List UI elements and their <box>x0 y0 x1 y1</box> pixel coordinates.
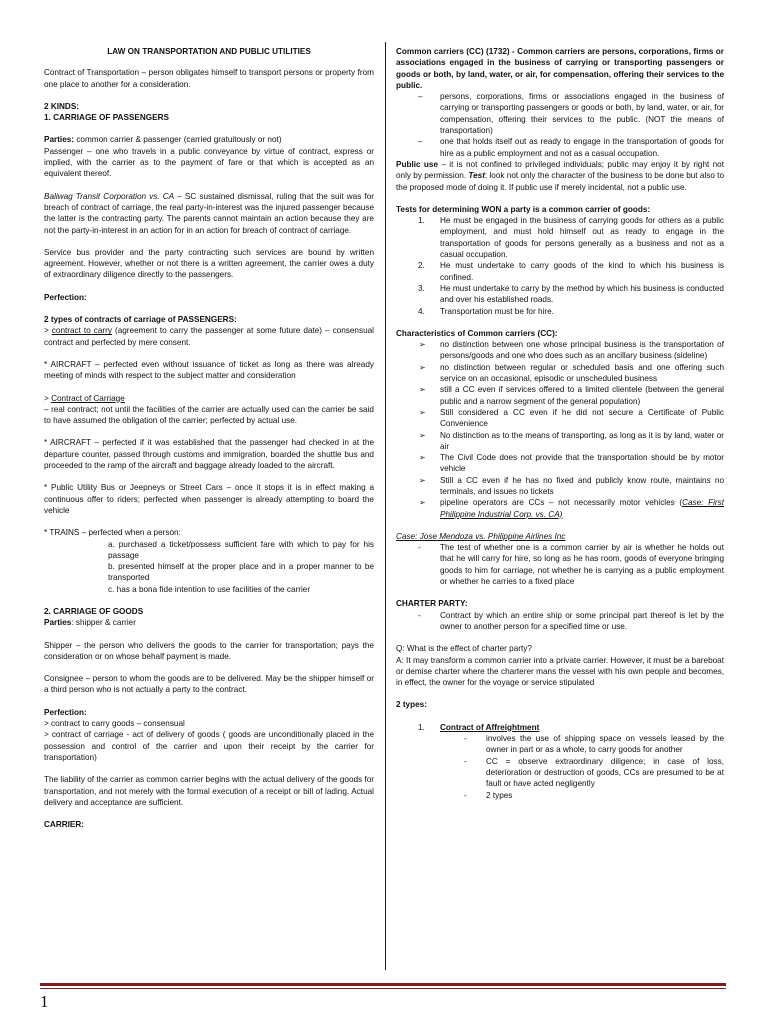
list-item-text: no distinction between one whose principal business is the transportation of persons/goods and one who does such as an ancillary business (sideline) <box>440 340 724 361</box>
left-column <box>44 46 374 830</box>
list-number: 2. <box>418 261 425 271</box>
list-item <box>396 339 724 362</box>
list-item <box>396 407 724 430</box>
list-item <box>396 91 724 136</box>
carrier-heading: CARRIER: <box>44 820 85 830</box>
contract-to-carry-label: contract to carry <box>51 326 112 336</box>
dash-marker: - <box>418 543 421 553</box>
public-utility-note: * Public Utility Bus or Jeepneys or Street Cars – once it stops it is in effect making a continuous offer to riders; perfected when passenger is already attempting to board the vehicle <box>44 483 374 515</box>
baliwag-paragraph <box>44 191 374 236</box>
arrow-bullet-icon: ➢ <box>419 340 426 350</box>
kinds-heading: 2 KINDS: <box>44 101 80 111</box>
column-divider <box>385 42 386 970</box>
contract-to-carry-paragraph <box>44 325 374 348</box>
list-item <box>396 136 724 159</box>
list-item <box>396 260 724 283</box>
list-item-text: CC = observe extraordinary diligence; in case of loss, deterioration or destruction of goods, CCs are presumed to be at fault or have acted negligently <box>486 756 724 789</box>
baliwag-text: – SC sustained dismissal, ruling that the suit was for breach of contract of carriage, the real party-in-interest was the injured passenger because the latter is the contracting party. The parents cannot maintain an action because they are not the party-in-interest in an action for in an action for breach of contract of carriage. <box>44 191 374 235</box>
test-label: Test <box>468 171 485 181</box>
common-carriers-heading: Common carriers (CC) (1732) - Common carriers are persons, corporations, firms or associations engaged in the business of carrying or transporting passengers or goods or both, by land, water, or air, for compensation, offering their services to the public. <box>396 47 724 90</box>
parties-paragraph <box>44 134 374 145</box>
list-item <box>396 542 724 587</box>
list-item-text: The test of whether one is a common carrier by air is whether he holds out that he will carry for hire, so long as he has room, goods of everyone bringing goods to him for carriage, not whether he is carrying as a public employment or whether he carries to a fixed place <box>440 543 724 587</box>
charter-party-heading: CHARTER PARTY: <box>396 599 468 609</box>
list-item-text: persons, corporations, firms or associations engaged in the business of carrying or transporting passengers or goods or both, by land, water, or air, for compensation, offering their services to the public. (NOT the means of transportation) <box>440 92 724 136</box>
arrow-bullet-icon: ➢ <box>419 385 426 395</box>
list-number: 3. <box>418 283 425 293</box>
list-item-text: still a CC even if services offered to a limited clientele (between the general public and a narrow segment of the general population) <box>440 385 724 406</box>
aircraft-note-1: * AIRCRAFT – perfected even without issuance of ticket as long as there was already meeting of minds with respect to the subject matter and consideration <box>44 359 374 381</box>
question-text: Q: What is the effect of charter party? <box>396 644 532 654</box>
consignee-definition: Consignee – person to whom the goods are to be delivered. May be the shipper himself or a third person who is not actually a party to the contract. <box>44 674 374 695</box>
list-item <box>396 362 724 385</box>
list-item-text: No distinction as to the means of transporting, as long as it is by land, water or air <box>440 430 724 451</box>
list-item <box>396 384 724 407</box>
types-heading-right: 2 types: <box>396 700 427 710</box>
passenger-definition: Passenger – one who travels in a public conveyance by virtue of contract, express or implied, with the carrier as to the payment of fare or that which is accepted as an equivalent thereof. <box>44 146 374 179</box>
list-item-text: one that holds itself out as ready to engage in the transportation of goods for hire as a public employment and not as a casual occupation. <box>440 137 724 158</box>
list-item: a. purchased a ticket/possess sufficient fare with which to pay for his passage <box>108 539 374 560</box>
list-item-text: involves the use of shipping space on vessels leased by the owner in part or as a whole, to carry goods for another <box>486 734 724 755</box>
list-item-text: The Civil Code does not provide that the transportation should be by motor vehicle <box>440 453 724 474</box>
arrow-bullet-icon: ➢ <box>419 453 426 463</box>
parties-goods-label: Parties <box>44 618 72 628</box>
dash-marker: - <box>464 756 467 766</box>
answer-text: A: It may transform a common carrier into a private carrier. However, it must be a bareboat or demise charter where the charterer mans the vessel with his own people and becomes, in effect, the owner for the voyage or service stipulated <box>396 655 724 688</box>
footer-rule-thick <box>40 983 726 986</box>
public-use-text-2: : look not only the character of the business to be done but also to the proposed mode of doing it. If public use if merely incidental, not a public use. <box>396 171 724 192</box>
affreightment-label: Contract of Affreightment <box>440 722 540 732</box>
contract-definition: Contract of Transportation – person obligates himself to transport persons or property from one place to another for a consideration. <box>44 68 374 89</box>
coc-prefix: > <box>44 393 52 403</box>
list-item-text: He must be engaged in the business of carrying goods for others as a public employment, and must hold himself out as ready to engage in the transportation of goods for persons generally as a business and not as a casual occupation. <box>440 216 724 260</box>
arrow-bullet-icon: ➢ <box>419 430 426 440</box>
mendoza-list <box>396 542 724 587</box>
public-use-text: – it is not confined to privileged individuals; public may enjoy it by right not only by permission. <box>396 159 724 181</box>
list-item <box>396 610 724 633</box>
mendoza-case: Case: Jose Mendoza vs. Philippine Airlines Inc <box>396 531 566 541</box>
trains-note: * TRAINS – perfected when a person: <box>44 528 181 538</box>
common-carriers-list <box>396 91 724 159</box>
list-item <box>396 756 724 790</box>
pipeline-case: Case: First Philippine Industrial Corp. vs. CA) <box>440 498 724 519</box>
list-item-text: Still considered a CC even if he did not secure a Certificate of Public Convenience <box>440 407 724 429</box>
characteristics-list <box>396 339 724 520</box>
list-item <box>396 283 724 306</box>
list-item-text: He must undertake to carry goods of the kind to which his business is confined. <box>440 261 724 282</box>
list-item <box>396 215 724 260</box>
contract-to-carry-text: (agreement to carry the passenger at some future date) – consensual contract and perfected by mere consent. <box>44 326 374 347</box>
carriage-passengers-heading: 1. CARRIAGE OF PASSENGERS <box>44 113 169 123</box>
perfection-goods-item: > contract of carriage - act of delivery of goods ( goods are unconditionally placed in the possession and control of the carrier and upon their receipt by the carrier for transportation) <box>44 730 374 762</box>
arrow-bullet-icon: ➢ <box>419 475 426 485</box>
charter-types-list <box>396 722 724 733</box>
dash-marker: - <box>418 610 421 620</box>
list-item <box>396 430 724 453</box>
parties-label: Parties: <box>44 135 75 145</box>
contract-of-carriage-label-line <box>44 393 374 404</box>
list-item <box>396 475 724 498</box>
tests-list <box>396 215 724 317</box>
arrow-bullet-icon: ➢ <box>419 498 426 508</box>
arrow-bullet-icon: ➢ <box>419 407 426 417</box>
list-item-text: He must undertake to carry by the method by which his business is conducted and over his established roads. <box>440 283 724 305</box>
liability-paragraph: The liability of the carrier as common carrier begins with the actual delivery of the goods for transportation, and not merely with the formal execution of a receipt or bill of lading. Actual delivery and acceptance are sufficient. <box>44 775 374 807</box>
list-item <box>396 497 724 520</box>
shipper-definition: Shipper – the person who delivers the goods to the carrier for transportation; pays the consideration or on whose behalf payment is made. <box>44 640 374 661</box>
list-item: b. presented himself at the proper place and in a proper manner to be transported <box>108 562 374 583</box>
footer-rule-thin <box>40 988 726 989</box>
characteristics-heading: Characteristics of Common carriers (CC): <box>396 328 558 338</box>
list-item-text: Contract by which an entire ship or some principal part thereof is let by the owner to another person for a specified time or use. <box>440 610 724 631</box>
perfection-heading: Perfection: <box>44 292 87 302</box>
contract-of-carriage-label: Contract of Carriage <box>51 393 125 403</box>
ctc-prefix: > <box>44 326 52 336</box>
parties-text: common carrier & passenger (carried gratuitously or not) <box>74 135 282 145</box>
dash-marker: – <box>418 92 423 102</box>
list-item <box>396 452 724 475</box>
page-number: 1 <box>40 992 49 1011</box>
list-item-text: Still a CC even if he has no fixed and publicly know route, maintains no terminals, and issues no tickets <box>440 475 724 496</box>
list-item-text: 2 types <box>486 790 513 800</box>
affreightment-list <box>396 733 724 801</box>
list-number: 1. <box>418 722 425 732</box>
public-use-label: Public use <box>396 159 439 169</box>
list-item-text: no distinction between regular or scheduled basis and one offering such service on an occasional, episodic or unscheduled business <box>440 362 724 384</box>
types-heading: 2 types of contracts of carriage of PASSENGERS: <box>44 315 237 325</box>
perfection-goods-heading: Perfection: <box>44 707 87 717</box>
page-title: LAW ON TRANSPORTATION AND PUBLIC UTILITIES <box>107 47 311 56</box>
service-bus-paragraph: Service bus provider and the party contracting such services are bound by written agreement. However, whether or not there is a written agreement, the carrier owes a duty of extraordinary diligence directly to the passengers. <box>44 247 374 280</box>
dash-marker: – <box>418 137 423 147</box>
list-item <box>396 733 724 756</box>
contract-of-carriage-text: – real contract; not until the facilities of the carrier are actually used can the carrier be said to have assumed the obligation of the carrier; perfected by actual use. <box>44 404 374 426</box>
tests-heading: Tests for determining WON a party is a common carrier of goods: <box>396 204 651 214</box>
list-number: 4. <box>418 306 425 316</box>
perfection-goods-item: > contract to carry goods – consensual <box>44 719 185 729</box>
dash-marker: - <box>464 790 467 800</box>
list-number: 1. <box>418 216 425 226</box>
list-item <box>396 790 724 801</box>
aircraft-note-2: * AIRCRAFT – perfected if it was established that the passenger had checked in at the departure counter, passed through customs and immigration, boarded the shuttle bus and proceeded to the ramp of the aircraft and baggage already loaded to the aircraft. <box>44 438 374 471</box>
baliwag-case-name: Baliwag Transit Corporation vs. CA <box>44 191 175 201</box>
list-item <box>396 722 724 733</box>
arrow-bullet-icon: ➢ <box>419 362 426 372</box>
list-item-text: Transportation must be for hire. <box>440 306 554 316</box>
right-column <box>396 46 724 801</box>
trains-list <box>44 539 374 595</box>
list-item <box>396 306 724 317</box>
parties-goods-paragraph <box>44 617 374 628</box>
list-item: c. has a bona fide intention to use facilities of the carrier <box>108 584 311 594</box>
charter-list <box>396 610 724 633</box>
public-use-paragraph <box>396 159 724 193</box>
parties-goods-text: : shipper & carrier <box>71 618 136 628</box>
dash-marker: - <box>464 734 467 744</box>
carriage-goods-heading: 2. CARRIAGE OF GOODS <box>44 606 144 616</box>
list-item-text: pipeline operators are CCs – not necessarily motor vehicles ( <box>440 498 683 508</box>
